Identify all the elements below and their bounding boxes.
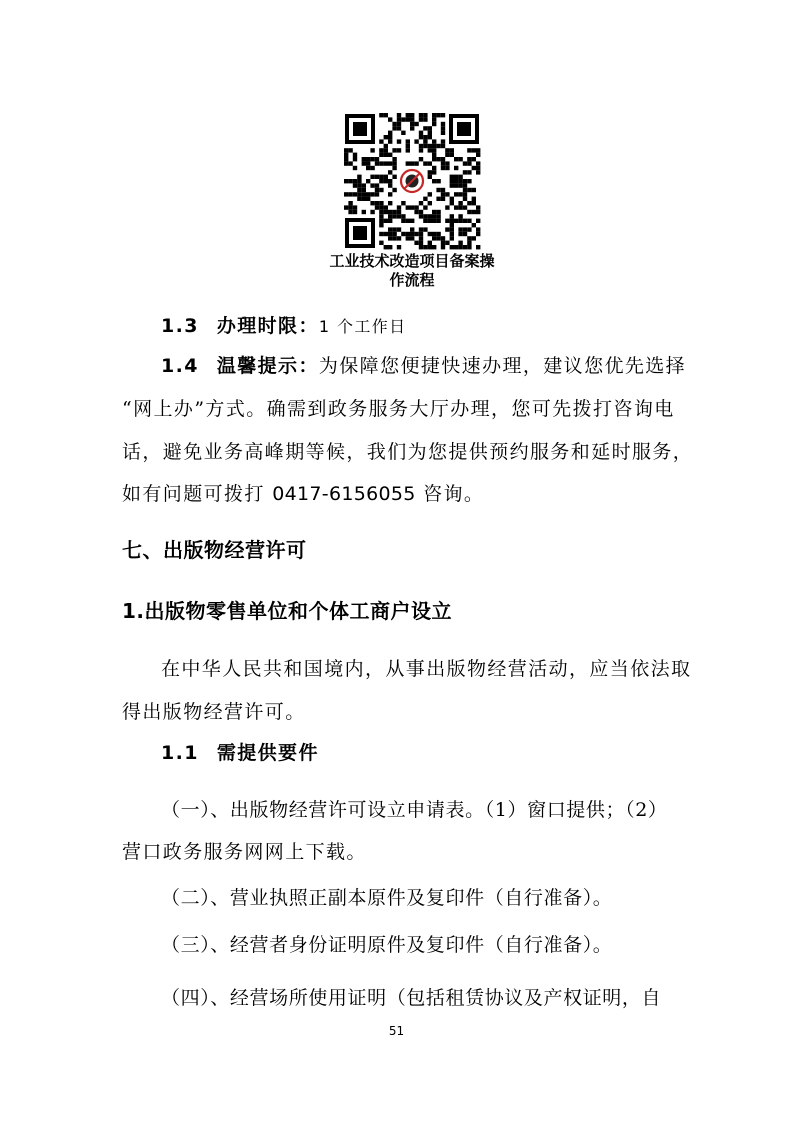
requirement-item-3: （三）、经营者身份证明原件及复印件（自行准备）。 (161, 934, 613, 956)
section-1-4-line2: “网上办”方式。确需到政务服务大厅办理，您可先拨打咨询电 (122, 398, 675, 420)
section-7-heading: 七、出版物经营许可 (122, 538, 307, 562)
qr-code-icon (343, 112, 481, 250)
section-1-1-heading (161, 741, 319, 765)
contact-phone-number: 0417-6156055 (272, 483, 416, 505)
qr-caption-line1: 工业技术改造项目备案操 (329, 252, 495, 270)
section-1-1-label: 需提供要件 (216, 742, 319, 764)
section-1-4-label: 温馨提示： (216, 355, 319, 377)
qr-caption-line2: 作流程 (389, 271, 435, 289)
section-1-3-label: 办理时限： (216, 315, 319, 337)
section-1-3 (161, 314, 407, 339)
section-1-4-line1 (161, 354, 686, 378)
section-1-4-line3: 话，避免业务高峰期等候，我们为您提供预约服务和延时服务， (122, 441, 694, 463)
section-1-3-number: 1.3 (161, 315, 199, 337)
intro-paragraph-line2: 得出版物经营许可。 (122, 701, 306, 723)
subsection-1-heading: 1.出版物零售单位和个体工商户设立 (122, 599, 453, 623)
requirement-item-2: （二）、营业执照正副本原件及复印件（自行准备）。 (161, 887, 613, 909)
requirement-item-1-line1: （一）、出版物经营许可设立申请表。（1）窗口提供；（2） (161, 799, 668, 821)
section-1-4-number: 1.4 (161, 355, 199, 377)
requirement-item-4: （四）、经营场所使用证明（包括租赁协议及产权证明，自 (161, 987, 662, 1009)
section-1-4-line4 (122, 482, 484, 506)
section-1-4-text-4b: 咨询。 (415, 483, 485, 505)
requirement-item-1-line2: 营口政务服务网网上下载。 (122, 841, 367, 863)
section-1-4-text-1: 为保障您便捷快速办理，建议您优先选择 (318, 355, 687, 377)
section-1-3-value: 1 个工作日 (318, 317, 407, 336)
section-1-1-number: 1.1 (161, 742, 199, 764)
section-1-4-text-4a: 如有问题可拨打 (122, 483, 273, 505)
intro-paragraph-line1: 在中华人民共和国境内，从事出版物经营活动，应当依法取 (161, 658, 692, 680)
qr-caption (320, 252, 504, 290)
page-number: 51 (388, 1024, 405, 1038)
